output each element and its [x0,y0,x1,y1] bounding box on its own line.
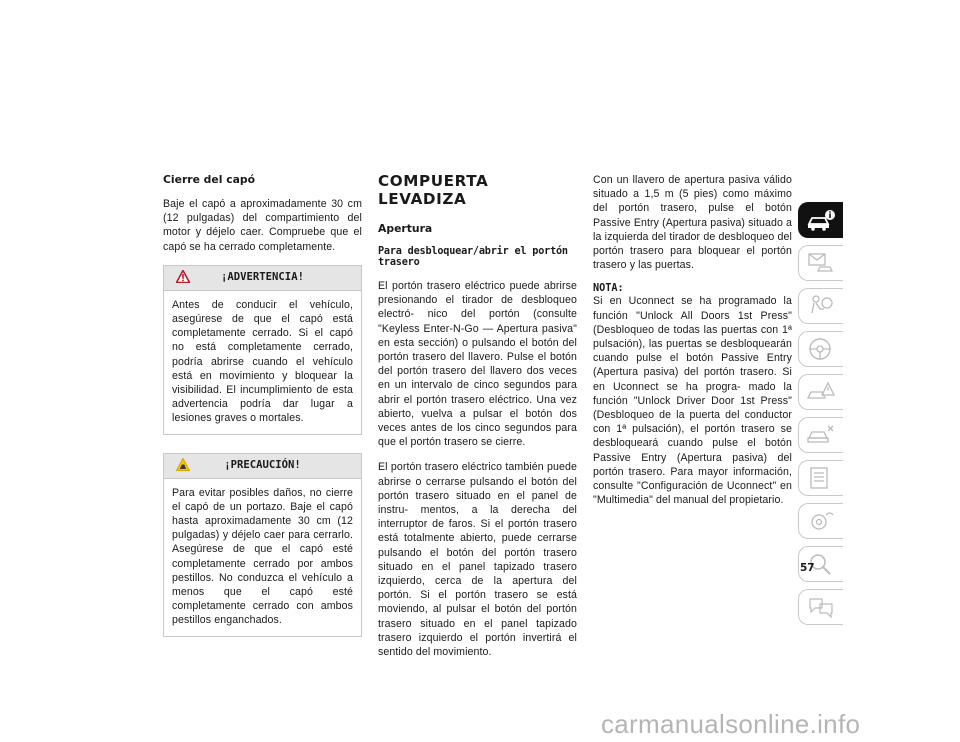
subheading-unlock-open: Para desbloquear/abrir el portón trasero [378,246,568,268]
caution-title: ¡PRECAUCIÓN! [224,458,301,471]
list-icon [806,465,836,491]
left-column [163,173,362,655]
tab-service[interactable] [798,417,843,453]
mail-car-icon [806,250,836,276]
subheading-opening: Apertura [378,222,433,235]
tab-car-info[interactable] [798,202,843,238]
airbag-icon [806,293,836,319]
middle-column [378,172,577,670]
liftgate-para-1: El portón trasero eléctrico puede abrirse presionando el tirador de desbloqueo electró- nico del portón (consulte "Keyless Enter-N-Go — Apertura pasiva" en esta sección) o pulsando el botón del portón trasero del llavero. Pulse el botón del portón trasero del llavero dos veces en un intervalo de cinco segundos para abrir el portón trasero eléctrico. Una vez abierto, vuelva a pulsar el botón dos veces antes de los cinco segundos para que el portón trasero se cierre. [378,280,577,449]
caution-text: Para evitar posibles daños, no cierre el capó de un portazo. Baje el capó hasta aproximadamente 30 cm (12 pulgadas) y déjelo caer para cerrarlo. Asegúrese de que el capó esté completamente cerrado por ambos pestillos. No conduzca el vehículo a menos que el capó esté completamente cerrado con ambos pestillos enganchados. [172,486,353,627]
warning-text: Antes de conducir el vehículo, asegúrese de que el capó está completamente cerrado. Si el capó no está completamente cerrado, podría abrirse cuando el vehículo está en movimiento y bloquear la visibilidad. El incumplimiento de esta advertencia podría dar lugar a lesiones graves o mortales. [172,298,353,425]
tab-multimedia[interactable] [798,503,843,539]
page-number: 57 [800,562,815,574]
car-tools-icon [806,422,836,448]
tab-languages[interactable] [798,589,843,625]
warning-title: ¡ADVERTENCIA! [221,270,304,283]
tab-safety[interactable] [798,288,843,324]
section-title-liftgate: COMPUERTA LEVADIZA [378,172,489,208]
warning-box [163,265,362,435]
note-text: Si en Uconnect se ha programado la función "Unlock All Doors 1st Press" (Desbloqueo de todas las puertas con 1ª pulsación), las puertas se desbloquearán cuando pulse el botón Passive Entry (Apertura pasiva) del portón trasero. Si en Uconnect se ha progra- mado la función "Unlock Driver Door 1st Press" (Desbloqueo de la puerta del conductor con 1ª pulsación), el portón trasero se desbloqueará cuando pulse el botón Passive Entry (Apertura pasiva) del portón trasero. Para mayor información, consulte "Configuración de Uconnect" en "Multimedia" del manual del propietario. [593,295,792,507]
passive-entry-para: Con un llavero de apertura pasiva válido situado a 1,5 m (5 pies) como máximo del portón trasero, pulse el botón Passive Entry (Apertura pasiva) situado a la izquierda del tirador de desbloqueo del portón trasero para bloquear el portón trasero y las puertas. [593,174,792,272]
tab-driving[interactable] [798,331,843,367]
section-heading-hood-close: Cierre del capó [163,173,256,186]
tab-emergency[interactable] [798,374,843,410]
warning-car-icon [806,379,836,405]
language-icon [806,594,836,620]
right-column [593,173,792,518]
tab-messages[interactable] [798,245,843,281]
hood-close-text: Baje el capó a aproximadamente 30 cm (12 pulgadas) del compartimiento del motor y déjelo caer. Compruebe que el capó se ha cerrado completamente. [163,198,362,253]
caution-box [163,453,362,637]
car-info-icon [806,207,836,233]
liftgate-para-2: El portón trasero eléctrico también puede abrirse o cerrarse pulsando el botón del portón trasero situado en el panel de instru- mentos, a la derecha del interruptor de faros. Si el portón trasero está totalmente abierto, puede cerrarse pulsando el botón del portón trasero situado en el panel tapizado trasero izquierdo, cerca de la apertura del portón. Si el portón trasero se está moviendo, al pulsar el botón del portón trasero situado en el panel tapizado trasero izquierdo el portón invertirá el sentido del movimiento. [378,461,577,659]
watermark: carmanualsonline.info [601,709,861,739]
radio-icon [806,508,836,534]
steering-wheel-icon [806,336,836,362]
note-label: NOTA: [593,283,624,295]
tab-specs[interactable] [798,460,843,496]
